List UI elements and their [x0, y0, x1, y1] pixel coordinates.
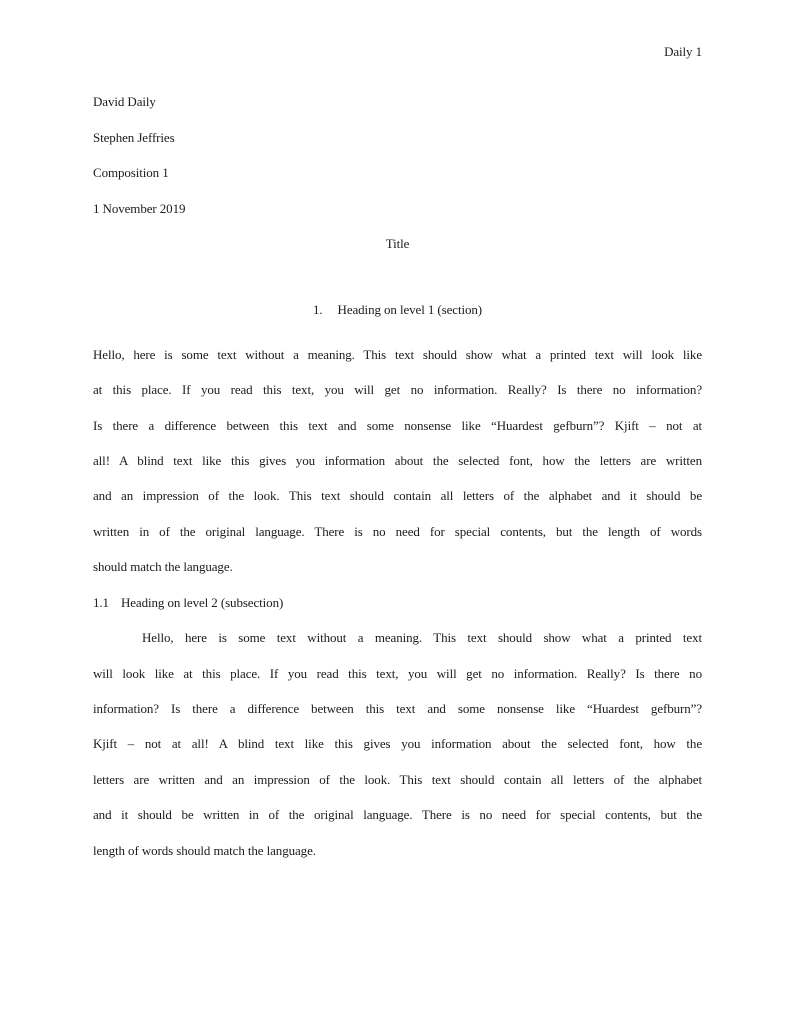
running-header [93, 34, 702, 69]
paragraph-line: all! A blind text like this gives you information about the selected font, how the letters are written [93, 453, 702, 469]
instructor-name: Stephen Jeffries [93, 129, 175, 145]
paragraph-line: information? Is there a difference between this text and some nonsense like “Huardest gefburn”? [93, 700, 702, 716]
document-title: Title [385, 236, 410, 252]
paragraph-line: at this place. If you read this text, you will get no information. Really? Is there no information? [93, 382, 702, 398]
page-content [93, 0, 702, 868]
paragraph-line: should match the language. [93, 559, 233, 575]
paragraph-line: letters are written and an impression of the look. This text should contain all letters of the alphabet [93, 771, 702, 787]
section-title: Heading on level 1 (section) [337, 302, 483, 318]
subsection-1-1-paragraph [93, 620, 702, 868]
date-line: 1 November 2019 [93, 200, 186, 216]
subsection-title: Heading on level 2 (subsection) [120, 594, 284, 610]
paragraph-line-indented: Hello, here is some text without a meaning. This text should show what a printed text [142, 630, 702, 646]
paragraph-line: and it should be written in of the original language. There is no need for special contents, but the [93, 807, 702, 823]
section-number: 1. [312, 302, 323, 318]
section-heading-1 [93, 292, 702, 327]
paragraph-line: written in of the original language. There is no need for special contents, but the length of words [93, 523, 702, 539]
section-1-paragraph [93, 337, 702, 585]
paragraph-line: will look like at this place. If you read this text, you will get no information. Really? Is there no [93, 665, 702, 681]
subsection-number: 1.1 [93, 594, 109, 610]
author-name: David Daily [93, 94, 156, 110]
course-name: Composition 1 [93, 165, 169, 181]
author-block [93, 84, 702, 226]
running-header-page-label: Daily 1 [664, 44, 702, 59]
paragraph-line: length of words should match the language. [93, 842, 316, 858]
paragraph-line: and an impression of the look. This text should contain all letters of the alphabet and it should be [93, 488, 702, 504]
paragraph-line: Is there a difference between this text and some nonsense like “Huardest gefburn”? Kjift – not at [93, 417, 702, 433]
paragraph-line: Kjift – not at all! A blind text like this gives you information about the selected font, how the [93, 736, 702, 752]
subsection-heading-1-1 [93, 585, 702, 620]
paragraph-line: Hello, here is some text without a meaning. This text should show what a printed text will look like [93, 346, 702, 362]
